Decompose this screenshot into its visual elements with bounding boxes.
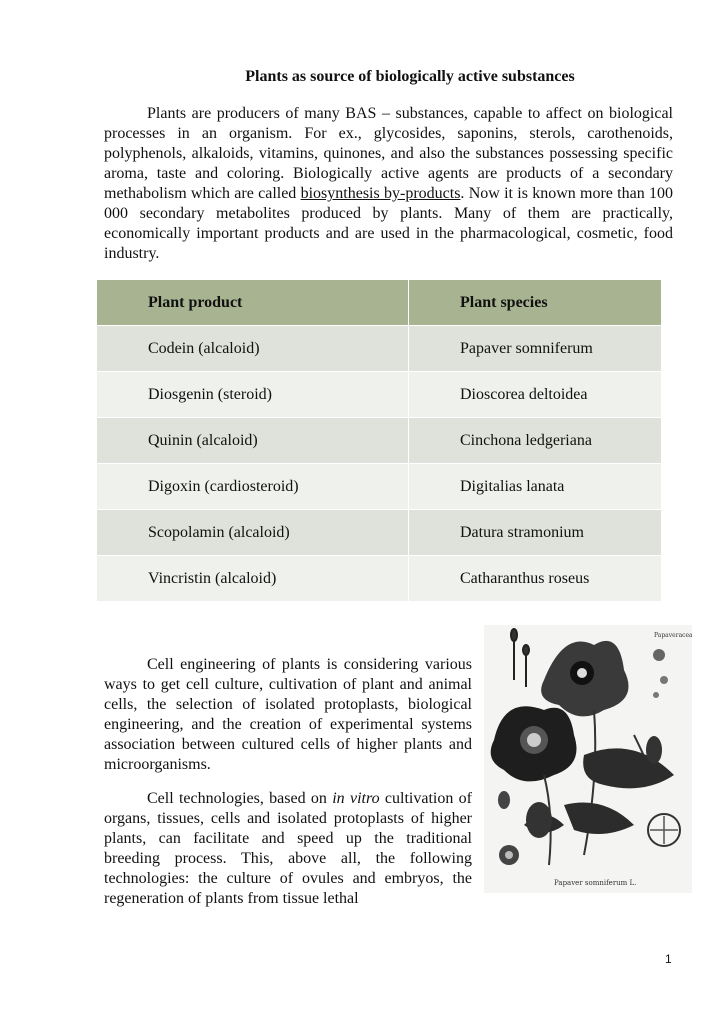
cell-product: Codein (alcaloid) <box>97 326 409 372</box>
page-number: 1 <box>665 952 672 966</box>
biosynthesis-link[interactable]: biosynthesis by-products <box>300 185 461 202</box>
cell-engineering-paragraph <box>104 655 472 775</box>
table-row <box>97 510 662 556</box>
figure-family-label: Papaveraceae <box>654 632 692 639</box>
cell-product: Vincristin (alcaloid) <box>97 556 409 602</box>
botanical-drawing <box>484 625 692 893</box>
cell-product: Diosgenin (steroid) <box>97 372 409 418</box>
figure-caption: Papaver somniferum L. <box>554 879 637 887</box>
page-title: Plants as source of biologically active substances <box>245 68 575 85</box>
table-row <box>97 372 662 418</box>
para1-text: Cell engineering of plants is considering various ways to get cell culture, cultivation of plant and animal cells, the selection of isolated protoplasts, biological engineering, and the creation of experimental systems association between cultured cells of higher plants and microorganisms. <box>104 656 472 773</box>
table-row <box>97 418 662 464</box>
cell-product: Quinin (alcaloid) <box>97 418 409 464</box>
cell-product: Scopolamin (alcaloid) <box>97 510 409 556</box>
para2-text-end: cultivation of organs, tissues, cells and isolated protoplasts of higher plants, can facilitate and speed up the traditional breeding process. This, above all, the following technologies: the culture of ovules and embryos, the regeneration of plants from tissue lethal <box>104 790 472 907</box>
table-row <box>97 556 662 602</box>
para2-text-start: Cell technologies, based on <box>147 790 333 807</box>
intro-text-start: Plants are producers of many BAS – substances, capable to affect on biological processes in an organism. For ex., glycosides, saponins, sterols, carothenoids, polyphenols, alkaloids, vitamins, quinones, and also the substances possessing specific aroma, taste and coloring. Biologically active agents are products of a secondary methabolism which are called <box>104 105 673 202</box>
cell-product: Digoxin (cardiosteroid) <box>97 464 409 510</box>
cell-species: Cinchona ledgeriana <box>409 418 662 464</box>
cell-species: Papaver somniferum <box>409 326 662 372</box>
cell-species: Datura stramonium <box>409 510 662 556</box>
poppy-illustration <box>484 625 692 893</box>
cell-species: Digitalias lanata <box>409 464 662 510</box>
table-header-row <box>97 280 662 326</box>
cell-technologies-paragraph <box>104 789 472 909</box>
header-plant-species: Plant species <box>409 280 662 326</box>
cell-species: Dioscorea deltoidea <box>409 372 662 418</box>
intro-paragraph <box>104 104 673 264</box>
intro-text-end: . Now it is known more than 100 000 secondary metabolites produced by plants. Many of them are practically, economically important products and are used in the pharmacological, cosmetic, food industry. <box>104 185 674 262</box>
in-vitro-italic: in vitro <box>332 790 380 807</box>
table-row <box>97 464 662 510</box>
cell-species: Catharanthus roseus <box>409 556 662 602</box>
table-row <box>97 326 662 372</box>
header-plant-product: Plant product <box>97 280 409 326</box>
plant-products-table <box>96 279 662 602</box>
